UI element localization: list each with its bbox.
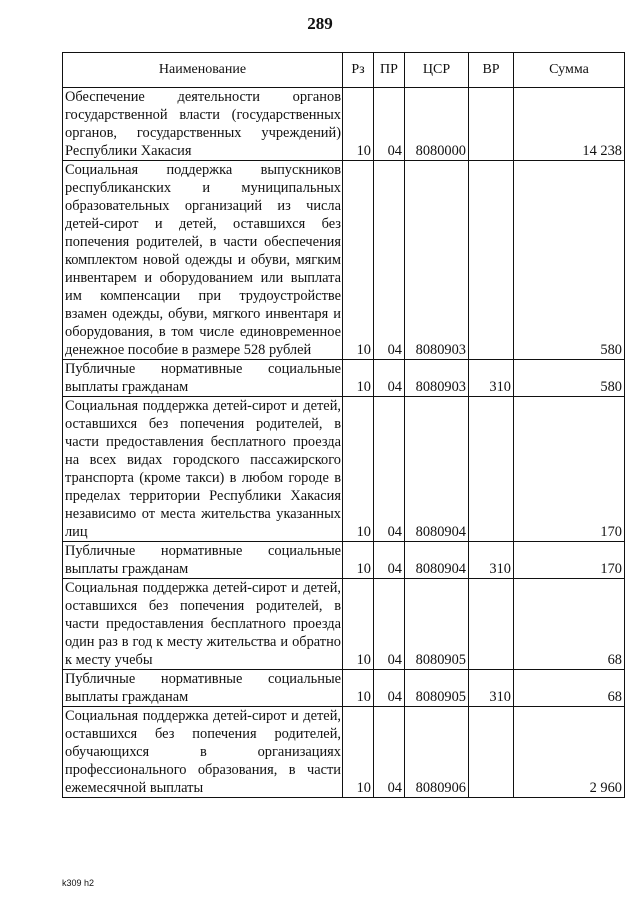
row-vr <box>469 397 514 542</box>
row-name: Публичные нормативные социальные выплаты гражданам <box>63 542 343 579</box>
row-sum: 580 <box>514 360 625 397</box>
table-row <box>63 397 625 542</box>
row-pr: 04 <box>374 88 405 161</box>
header-sum: Сумма <box>514 53 625 88</box>
row-name: Обеспечение деятельности органов государственной власти (государственных органов, государственных учреждений) Республики Хакасия <box>63 88 343 161</box>
row-vr: 310 <box>469 670 514 707</box>
table-row <box>63 670 625 707</box>
row-rz: 10 <box>343 88 374 161</box>
row-csr: 8080905 <box>405 579 469 670</box>
row-pr: 04 <box>374 360 405 397</box>
table-row <box>63 88 625 161</box>
row-name: Социальная поддержка выпускников республиканских и муниципальных образовательных организаций из числа детей-сирот и детей, оставшихся без попечения родителей, в части обеспечения комплектом новой одежды и обуви, мягким инвентарем и оборудованием или выплата им компенсации при трудоустройстве взамен одежды, обуви, мягкого инвентаря и оборудования, в том числе единовременное денежное пособие в размере 528 рублей <box>63 161 343 360</box>
table-header-row <box>63 53 625 88</box>
row-csr: 8080903 <box>405 161 469 360</box>
row-rz: 10 <box>343 707 374 798</box>
row-csr: 8080905 <box>405 670 469 707</box>
row-name: Социальная поддержка детей-сирот и детей, оставшихся без попечения родителей, обучающихся в организациях профессионального образования, в части ежемесячной выплаты <box>63 707 343 798</box>
row-vr: 310 <box>469 542 514 579</box>
row-sum: 170 <box>514 397 625 542</box>
row-name: Публичные нормативные социальные выплаты гражданам <box>63 670 343 707</box>
row-vr <box>469 161 514 360</box>
row-rz: 10 <box>343 161 374 360</box>
row-pr: 04 <box>374 161 405 360</box>
row-csr: 8080904 <box>405 397 469 542</box>
footer-code: k309 h2 <box>62 878 95 888</box>
row-sum: 68 <box>514 670 625 707</box>
table-row <box>63 579 625 670</box>
row-csr: 8080904 <box>405 542 469 579</box>
row-vr <box>469 579 514 670</box>
row-pr: 04 <box>374 579 405 670</box>
row-rz: 10 <box>343 542 374 579</box>
row-name: Социальная поддержка детей-сирот и детей, оставшихся без попечения родителей, в части предоставления бесплатного проезда один раз в год к месту жительства и обратно к месту учебы <box>63 579 343 670</box>
row-pr: 04 <box>374 542 405 579</box>
header-pr: ПР <box>374 53 405 88</box>
row-rz: 10 <box>343 360 374 397</box>
page-number: 289 <box>307 14 333 33</box>
row-rz: 10 <box>343 579 374 670</box>
row-pr: 04 <box>374 707 405 798</box>
row-sum: 68 <box>514 579 625 670</box>
row-vr <box>469 707 514 798</box>
table-row <box>63 542 625 579</box>
row-csr: 8080903 <box>405 360 469 397</box>
row-vr <box>469 88 514 161</box>
row-csr: 8080906 <box>405 707 469 798</box>
row-rz: 10 <box>343 670 374 707</box>
row-pr: 04 <box>374 397 405 542</box>
row-name: Публичные нормативные социальные выплаты гражданам <box>63 360 343 397</box>
table-row <box>63 161 625 360</box>
row-vr: 310 <box>469 360 514 397</box>
row-name: Социальная поддержка детей-сирот и детей, оставшихся без попечения родителей, в части предоставления бесплатного проезда на всех видах городского пассажирского транспорта (кроме такси) в любом городе в пределах территории Республики Хакасия независимо от места жительства указанных лиц <box>63 397 343 542</box>
header-vr: ВР <box>469 53 514 88</box>
header-csr: ЦСР <box>405 53 469 88</box>
row-sum: 580 <box>514 161 625 360</box>
row-csr: 8080000 <box>405 88 469 161</box>
table-row <box>63 707 625 798</box>
header-name: Наименование <box>63 53 343 88</box>
header-rz: Рз <box>343 53 374 88</box>
row-sum: 2 960 <box>514 707 625 798</box>
budget-table <box>62 52 625 798</box>
table-row <box>63 360 625 397</box>
row-rz: 10 <box>343 397 374 542</box>
row-sum: 14 238 <box>514 88 625 161</box>
row-pr: 04 <box>374 670 405 707</box>
row-sum: 170 <box>514 542 625 579</box>
